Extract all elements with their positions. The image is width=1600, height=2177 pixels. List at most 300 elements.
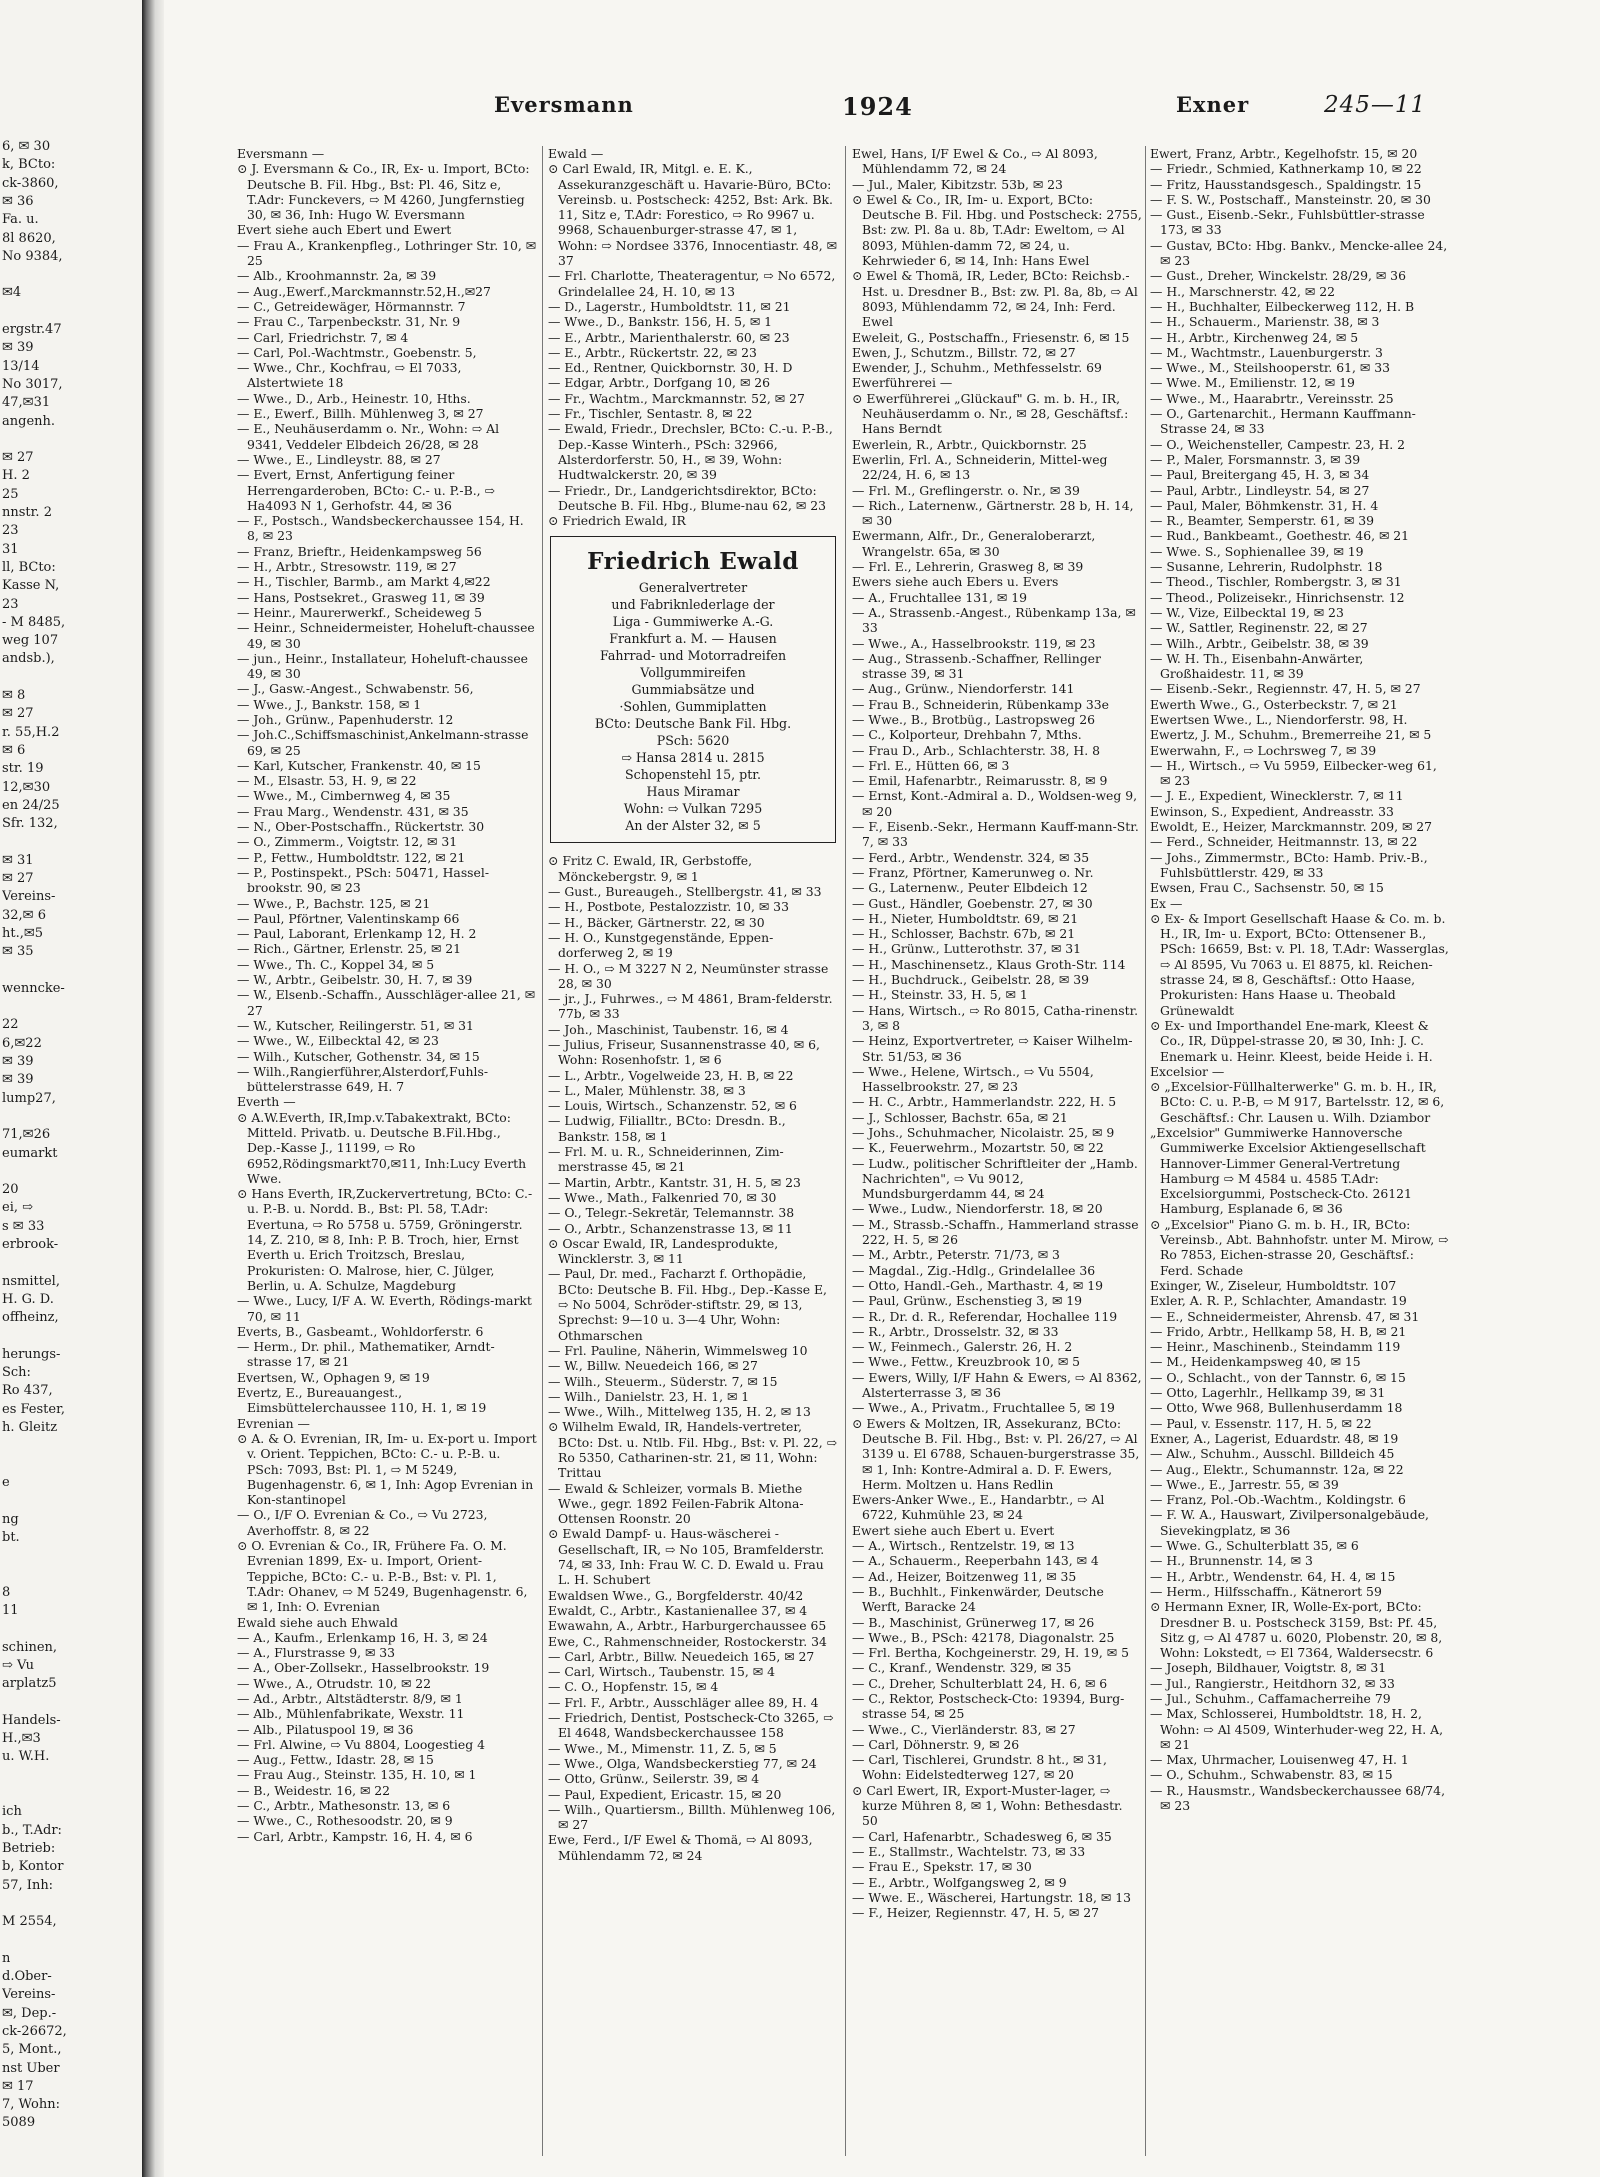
directory-entry: Ewe, C., Rahmenschneider, Rostockerstr. 34 [548, 1633, 827, 1649]
directory-entry: — H., Tischler, Barmb., am Markt 4,✉22 [237, 574, 491, 590]
directory-entry: — Ludw., politischer Schriftleiter der „Hamb. Nachrichten", ⇨ Vu 9012, Mundsburgerdamm 44, ✉ 24 [852, 1155, 1138, 1202]
directory-entry: — W., Vize, Eilbecktal 19, ✉ 23 [1150, 604, 1344, 620]
left-page-line: 22 [2, 1017, 19, 1033]
directory-entry: ⊙ Ex- & Import Gesellschaft Haase & Co. m. b. H., IR, Im- u. Export, BCto: Ottensener B., PSch: 16659, Bst: v. Pl. 18, T.Adr: Wasserglas, ⇨ Al 8595, Vu 7063 u. El 8875, kl. Reichen-strasse 24, ✉ 8, Geschäftsf.: Otto Haase, Prokuristen: Hans Haase u. Theobald Grünewaldt [1150, 910, 1449, 1018]
directory-entry: — A., Ober-Zollsekr., Hasselbrookstr. 19 [237, 1660, 490, 1676]
directory-entry: — Paul, Laborant, Erlenkamp 12, H. 2 [237, 926, 477, 942]
directory-entry: — Wilh., Quartiersm., Billth. Mühlenweg 106, ✉ 27 [548, 1801, 836, 1833]
directory-entry: — F. S. W., Postschaff., Mansteinstr. 20, ✉ 30 [1150, 191, 1431, 207]
directory-entry: — H., Buchdruck., Geibelstr. 28, ✉ 39 [852, 972, 1089, 988]
directory-entry: — Aug., Grünw., Niendorferstr. 141 [852, 681, 1075, 697]
directory-entry: — Alb., Mühlenfabrikate, Wexstr. 11 [237, 1706, 465, 1722]
directory-entry: Exler, A. R. P., Schlachter, Amandastr. 19 [1150, 1293, 1407, 1309]
left-page-line: Sfr. 132, [2, 816, 58, 832]
directory-entry: — Frau D., Arb., Schlachterstr. 38, H. 8 [852, 742, 1100, 758]
directory-entry: — O., I/F O. Evrenian & Co., ⇨ Vu 2723, Averhoffstr. 8, ✉ 22 [237, 1507, 488, 1538]
directory-entry: — M., Heidenkampsweg 40, ✉ 15 [1150, 1354, 1361, 1370]
left-page-line: offheinz, [2, 1310, 59, 1326]
left-page-line: Kasse N, [2, 578, 60, 594]
directory-entry: — Frido, Arbtr., Hellkamp 58, H. B, ✉ 21 [1150, 1323, 1407, 1339]
directory-entry: — A., Fruchtallee 131, ✉ 19 [852, 589, 1028, 605]
advertisement-line: Vollgummireifen [640, 665, 746, 681]
directory-entry: — Aug., Elektr., Schumannstr. 12a, ✉ 22 [1150, 1461, 1404, 1477]
directory-entry: — Heinr., Maschinenb., Steindamm 119 [1150, 1339, 1401, 1355]
advertisement-line: An der Alster 32, ✉ 5 [625, 818, 761, 834]
left-page-line: str. 19 [2, 761, 44, 777]
directory-entry: — E., Arbtr., Wolfgangsweg 2, ✉ 9 [852, 1874, 1067, 1890]
left-page-line: 6,✉22 [2, 1035, 42, 1051]
directory-entry: — Hans, Wirtsch., ⇨ Ro 8015, Catha-rinenstr. 3, ✉ 8 [852, 1002, 1139, 1033]
directory-entry: — G., Laternenw., Peuter Elbdeich 12 [852, 880, 1088, 896]
directory-entry: — D., Lagerstr., Humboldtstr. 11, ✉ 21 [548, 298, 791, 314]
directory-entry: — P., Maler, Forsmannstr. 3, ✉ 39 [1150, 451, 1361, 467]
directory-entry: — Franz, Brieftr., Heidenkampsweg 56 [237, 543, 482, 559]
directory-entry: — E., Schneidermeister, Ahrensb. 47, ✉ 31 [1150, 1308, 1420, 1324]
directory-entry: — Jul., Rangierstr., Heitdhorn 32, ✉ 33 [1150, 1675, 1395, 1691]
left-page-line: b, Kontor [2, 1859, 64, 1875]
directory-entry: — Frl. Alwine, ⇨ Vu 8804, Loogestieg 4 [237, 1736, 485, 1752]
directory-entry: — F., Heizer, Regiennstr. 47, H. 5, ✉ 27 [852, 1905, 1100, 1921]
directory-entry: — Wwe. M., Emilienstr. 12, ✉ 19 [1150, 375, 1355, 391]
left-page-line: en 24/25 [2, 797, 60, 813]
directory-entry: — Max, Schlosserei, Humboldtstr. 18, H. 2, Wohn: ⇨ Al 4509, Winterhuder-weg 22, H. A, ✉ 21 [1150, 1706, 1444, 1752]
left-page-line: nsmittel, [2, 1273, 60, 1289]
left-page-line: ck-26672, [2, 2023, 67, 2039]
directory-entry: ⊙ Ewers & Moltzen, IR, Assekuranz, BCto: Deutsche B. Fil. Hbg., Bst: v. Pl. 26/27, ⇨ Al 3139 u. El 6788, Schauen-burgerstrasse 35, ✉ 1, Inh: Kontre-Admiral a. D. F. Ewers, Herm. Moltzen u. Hans Redlin [852, 1415, 1140, 1492]
directory-entry: — Wwe., D., Arb., Heinestr. 10, Hths. [237, 390, 471, 406]
advertisement-box [550, 536, 836, 843]
directory-column-2 [548, 146, 838, 2166]
directory-entry: — Frau Marg., Wendenstr. 431, ✉ 35 [237, 803, 469, 819]
advertisement-line: Schopenstehl 15, ptr. [625, 767, 761, 783]
directory-entry: — Aug.,Ewerf.,Marckmannstr.52,H.,✉27 [237, 283, 491, 299]
directory-entry: Ewerwahn, F., ⇨ Lochrsweg 7, ✉ 39 [1150, 742, 1377, 758]
directory-entry: — Paul, Grünw., Eschenstieg 3, ✉ 19 [852, 1293, 1083, 1309]
directory-entry: — O., Zimmerm., Voigtstr. 12, ✉ 31 [237, 834, 458, 850]
directory-entry: — Wilh., Steuerm., Süderstr. 7, ✉ 15 [548, 1373, 778, 1389]
directory-entry: — Wwe. G., Schulterblatt 35, ✉ 6 [1150, 1538, 1359, 1554]
left-page-line: ✉ 27 [2, 706, 34, 722]
directory-entry: — Wwe., J., Bankstr. 158, ✉ 1 [237, 696, 422, 712]
left-page-line: ✉ 39 [2, 1054, 34, 1069]
directory-entry: — Aug., Strassenb.-Schaffner, Rellinger strasse 39, ✉ 31 [852, 650, 1101, 682]
directory-entry: — Wwe., Fettw., Kreuzbrook 10, ✉ 5 [852, 1354, 1081, 1370]
directory-entry: — W., Kutscher, Reilingerstr. 51, ✉ 31 [237, 1017, 474, 1033]
left-page-line: 20 [2, 1182, 19, 1198]
directory-entry: — M., Elsastr. 53, H. 9, ✉ 22 [237, 773, 417, 789]
left-page-line: ei, ⇨ [2, 1200, 34, 1216]
directory-entry: — Wwe., M., Cimbernweg 4, ✉ 35 [237, 788, 451, 804]
directory-entry: — Wwe., A., Hasselbrookstr. 119, ✉ 23 [852, 635, 1096, 651]
directory-entry: — N., Ober-Postschaffn., Rückertstr. 30 [237, 819, 485, 835]
surname-heading: Eversmann — [237, 146, 325, 161]
left-page-line: ✉ 27 [2, 871, 34, 886]
directory-entry: — B., Buchhlt., Finkenwärder, Deutsche Werft, Baracke 24 [852, 1583, 1104, 1615]
directory-entry: — Frl. M. u. R., Schneiderinnen, Zim-merstrasse 45, ✉ 21 [548, 1144, 784, 1175]
left-page-line: schinen, [2, 1639, 58, 1655]
directory-entry: — Jul., Maler, Kibitzstr. 53b, ✉ 23 [852, 176, 1063, 192]
left-page-line: 6, ✉ 30 [2, 139, 51, 154]
directory-entry: — Ewers, Willy, I/F Hahn & Ewers, ⇨ Al 8362, Alsterterrasse 3, ✉ 36 [852, 1369, 1142, 1401]
advertisement-line: Gummiabsätze und [631, 682, 755, 698]
surname-heading: Everth — [237, 1094, 296, 1110]
directory-entry: — Joh., Grünw., Papenhuderstr. 12 [237, 711, 454, 727]
directory-entry: ⊙ Wilhelm Ewald, IR, Handels-vertreter, BCto: Dst. u. Ntlb. Fil. Hbg., Bst: v. Pl. 22, ⇨ Ro 5350, Catharinen-str. 21, ✉ 11, Wohn: Trittau [548, 1419, 838, 1481]
directory-entry: Ewerlin, Frl. A., Schneiderin, Mittel-weg 22/24, H. 6, ✉ 13 [852, 451, 1108, 483]
directory-entry: Ewel, Hans, I/F Ewel & Co., ⇨ Al 8093, Mühlendamm 72, ✉ 24 [852, 146, 1098, 177]
directory-entry: — E., Neuhäuserdamm o. Nr., Wohn: ⇨ Al 9341, Veddeler Elbdeich 26/28, ✉ 28 [237, 421, 500, 452]
directory-entry: Excelsior — [1150, 1063, 1225, 1079]
directory-entry: — Ferd., Schneider, Heitmannstr. 13, ✉ 22 [1150, 834, 1418, 850]
directory-entry: — Wwe., W., Eilbecktal 42, ✉ 23 [237, 1033, 439, 1049]
left-page-line: angenh. [2, 413, 56, 429]
directory-entry: — Wwe., E., Jarrestr. 55, ✉ 39 [1150, 1476, 1339, 1492]
directory-entry: — Louis, Wirtsch., Schanzenstr. 52, ✉ 6 [548, 1098, 797, 1114]
directory-entry: Exinger, W., Ziseleur, Humboldtstr. 107 [1150, 1277, 1397, 1293]
directory-entry: — Paul, Pförtner, Valentinskamp 66 [237, 910, 460, 926]
directory-entry: — Rich., Gärtner, Erlenstr. 25, ✉ 21 [237, 941, 462, 957]
left-page-line: ✉ 36 [2, 193, 34, 209]
left-page-line: 5, Mont., [2, 2042, 62, 2058]
left-page-line: andsb.), [2, 651, 55, 667]
directory-entry: — Otto, Lagerhlr., Hellkamp 39, ✉ 31 [1150, 1385, 1386, 1401]
directory-entry: — Frl. M., Greflingerstr. o. Nr., ✉ 39 [852, 482, 1080, 498]
directory-entry: — H., Grünw., Lutterothstr. 37, ✉ 31 [852, 941, 1082, 957]
directory-entry: Everts, B., Gasbeamt., Wohldorferstr. 6 [237, 1323, 484, 1339]
directory-entry: — Wwe., M., Steilshooperstr. 61, ✉ 33 [1150, 360, 1391, 376]
left-page-line: b., T.Adr: [2, 1822, 62, 1838]
directory-entry: — H., Marschnerstr. 42, ✉ 22 [1150, 283, 1335, 299]
directory-entry: — F. W. A., Hauswart, Zivilpersonalgebäude, Sievekingplatz, ✉ 36 [1150, 1507, 1429, 1538]
directory-entry: — Wilh., Danielstr. 23, H. 1, ✉ 1 [548, 1388, 750, 1404]
left-page-line: M 2554, [2, 1914, 57, 1930]
left-page-line: k, BCto: [2, 157, 56, 173]
directory-entry: — A., Flurstrasse 9, ✉ 33 [237, 1645, 396, 1661]
directory-entry: — H. O., ⇨ M 3227 N 2, Neumünster strasse 28, ✉ 30 [548, 960, 829, 991]
advertisement-line: Generalvertreter [638, 580, 748, 596]
left-page-line: 25 [2, 486, 19, 502]
directory-entry: — C., Rektor, Postscheck-Cto: 19394, Burg-strasse 54, ✉ 25 [852, 1690, 1125, 1722]
left-page-line: ✉ 8 [2, 688, 26, 703]
directory-entry: — Carl, Friedrichstr. 7, ✉ 4 [237, 329, 409, 345]
directory-entry: — Frl. Bertha, Kochgeinerstr. 29, H. 19, ✉ 5 [852, 1645, 1129, 1661]
left-page-line: nst Uber [2, 2060, 60, 2076]
directory-entry: — Wwe., C., Vierländerstr. 83, ✉ 27 [852, 1721, 1076, 1737]
directory-entry: — E., Arbtr., Marienthalerstr. 60, ✉ 23 [548, 329, 790, 345]
left-page-line: 7, Wohn: [2, 2097, 60, 2113]
directory-entry: — Herm., Hilfsschaffn., Kätnerort 59 [1150, 1583, 1382, 1599]
directory-entry: — Alb., Pilatuspool 19, ✉ 36 [237, 1721, 414, 1737]
left-page-line: H. 2 [2, 468, 30, 484]
directory-entry: ⊙ Fritz C. Ewald, IR, Gerbstoffe, Mönckebergstr. 9, ✉ 1 [548, 853, 753, 884]
directory-entry: — Wwe., Wilh., Mittelweg 135, H. 2, ✉ 13 [548, 1404, 811, 1420]
directory-entry: ⊙ Friedrich Ewald, IR [548, 513, 686, 529]
directory-entry: — H., Arbtr., Stresowstr. 119, ✉ 27 [237, 559, 457, 575]
directory-entry: — Gust., Dreher, Winckelstr. 28/29, ✉ 36 [1150, 268, 1406, 284]
directory-entry: — Ewald, Friedr., Drechsler, BCto: C.-u. P.-B., Dep.-Kasse Winterh., PSch: 32966, Alsterdorferstr. 50, H., ✉ 39, Wohn: Hudtwalckerstr. 20, ✉ 39 [548, 421, 833, 483]
left-page-line: weg 107 [2, 633, 59, 649]
directory-column-1 [237, 146, 537, 2166]
directory-entry: — Joh.C.,Schiffsmaschinist,Ankelmann-strasse 69, ✉ 25 [237, 727, 529, 758]
directory-entry: — Karl, Kutscher, Frankenstr. 40, ✉ 15 [237, 757, 481, 773]
directory-entry: — M., Strassb.-Schaffn., Hammerland strasse 222, H. 5, ✉ 26 [852, 1216, 1139, 1248]
surname-heading: Ewald — [548, 146, 604, 161]
left-page-line: s ✉ 33 [2, 1218, 45, 1234]
directory-entry: — Franz, Pförtner, Kamerunweg o. Nr. [852, 864, 1094, 880]
directory-entry: — Frl. Charlotte, Theateragentur, ⇨ No 6572, Grindelallee 24, H. 10, ✉ 13 [548, 268, 836, 299]
directory-entry: — Fr., Wachtm., Marckmannstr. 52, ✉ 27 [548, 390, 805, 406]
directory-entry: — C., Dreher, Schulterblatt 24, H. 6, ✉ 6 [852, 1675, 1108, 1691]
left-page-line: ergstr.47 [2, 322, 62, 337]
left-page-line: - M 8485, [2, 614, 66, 630]
directory-entry: — Friedr., Schmied, Kathnerkamp 10, ✉ 22 [1150, 161, 1422, 177]
advertisement-title: Friedrich Ewald [587, 548, 799, 576]
directory-entry: — Carl, Wirtsch., Taubenstr. 15, ✉ 4 [548, 1664, 775, 1680]
directory-entry: Evert siehe auch Ebert und Ewert [237, 222, 452, 238]
left-page-line: herungs- [2, 1346, 61, 1362]
directory-entry: — F., Eisenb.-Sekr., Hermann Kauff-mann-Str. 7, ✉ 33 [852, 819, 1139, 850]
directory-entry: — H., Brunnenstr. 14, ✉ 3 [1150, 1553, 1313, 1569]
directory-entry: — C., Kranf., Wendenstr. 329, ✉ 35 [852, 1660, 1072, 1676]
advertisement-line: und Fabriknlederlage der [611, 597, 775, 613]
directory-entry: — Julius, Friseur, Susannenstrasse 40, ✉ 6, Wohn: Rosenhofstr. 1, ✉ 6 [548, 1036, 820, 1068]
directory-entry: — A., Strassenb.-Angest., Rübenkamp 13a, ✉ 33 [852, 604, 1136, 636]
directory-entry: — H., Postbote, Pestalozzistr. 10, ✉ 33 [548, 899, 789, 915]
column-rule [845, 146, 846, 2156]
left-page-line: Vereins- [2, 1987, 56, 2003]
left-page-line: ✉4 [2, 285, 22, 301]
directory-entry: — Paul, Dr. med., Facharzt f. Orthopädie, BCto: Deutsche B. Fil. Hbg., Dep.-Kasse E, ⇨ No 5004, Schröder-stiftstr. 29, ✉ 13, Sprechst: 9—10 u. 3—4 Uhr, Wohn: Othmarschen [548, 1266, 827, 1343]
left-page-line: 13/14 [2, 358, 40, 374]
directory-entry: — E., Ewerf., Billh. Mühlenweg 3, ✉ 27 [237, 406, 484, 422]
directory-entry: — Frau C., Tarpenbeckstr. 31, Nr. 9 [237, 314, 461, 330]
directory-entry: ⊙ „Excelsior-Füllhalterwerke" G. m. b. H., IR, BCto: C. u. P.-B, ⇨ M 917, Bartelsstr. 12, ✉ 6, Geschäftsf.: Chr. Lausen u. Wilh. Dziambor [1150, 1079, 1445, 1125]
left-page-line: ht.,✉5 [2, 925, 44, 941]
directory-entry: — Ad., Heizer, Boitzenweg 11, ✉ 35 [852, 1568, 1077, 1584]
directory-entry: — Franz, Pol.-Ob.-Wachtm., Koldingstr. 6 [1150, 1492, 1406, 1508]
directory-entry: — Wilh., Arbtr., Geibelstr. 38, ✉ 39 [1150, 635, 1369, 651]
left-page-line: ⇨ Vu [2, 1657, 34, 1673]
advertisement-line: Haus Miramar [646, 784, 740, 800]
directory-entry: — Wwe., A., Privatm., Fruchtallee 5, ✉ 19 [852, 1400, 1115, 1416]
left-page-line: ✉, Dep.- [2, 2005, 57, 2021]
directory-entry: — Paul, v. Essenstr. 117, H. 5, ✉ 22 [1150, 1415, 1372, 1431]
directory-entry: Ewert, Franz, Arbtr., Kegelhofstr. 15, ✉ 20 [1150, 146, 1418, 161]
directory-entry: — H. C., Arbtr., Hammerlandstr. 222, H. 5 [852, 1094, 1117, 1110]
directory-entry: — Otto, Handl.-Geh., Marthastr. 4, ✉ 19 [852, 1277, 1103, 1293]
directory-entry: — Jul., Schuhm., Caffamacherreihe 79 [1150, 1690, 1391, 1706]
directory-entry: — P., Postinspekt., PSch: 50471, Hassel-brookstr. 90, ✉ 23 [237, 864, 490, 896]
directory-entry: — Wwe., Helene, Wirtsch., ⇨ Vu 5504, Hasselbrookstr. 27, ✉ 23 [852, 1063, 1094, 1095]
directory-entry: — Frl. F., Arbtr., Ausschläger allee 89, H. 4 [548, 1694, 819, 1710]
directory-entry: — Paul, Breitergang 45, H. 3, ✉ 34 [1150, 467, 1370, 483]
directory-entry: — Wwe., M., Mimenstr. 11, Z. 5, ✉ 5 [548, 1740, 777, 1756]
left-page-line: H. G. D. [2, 1291, 54, 1307]
advertisement-line: BCto: Deutsche Bank Fil. Hbg. [594, 716, 792, 732]
directory-entry: — E., Arbtr., Rückertstr. 22, ✉ 23 [548, 344, 757, 360]
directory-entry: — Wwe., P., Bachstr. 125, ✉ 21 [237, 895, 431, 911]
advertisement-line: PSch: 5620 [656, 733, 730, 749]
directory-entry: Exner, A., Lagerist, Eduardstr. 48, ✉ 19 [1150, 1430, 1399, 1446]
directory-entry: — R., Hausmstr., Wandsbeckerchaussee 68/74, ✉ 23 [1150, 1782, 1446, 1814]
directory-entry: Ewald siehe auch Ehwald [237, 1614, 398, 1630]
directory-entry: — B., Maschinist, Grünerweg 17, ✉ 26 [852, 1614, 1095, 1630]
page-header [164, 92, 1594, 132]
directory-entry: — Theod., Polizeisekr., Hinrichsenstr. 12 [1150, 589, 1405, 605]
directory-entry: ⊙ A.W.Everth, IR,Imp.v.Tabakextrakt, BCto: Mitteld. Privatb. u. Deutsche B.Fil.Hbg., Dep.-Kasse J., 11199, ⇨ Ro 6952,Rödingsmarkt70,✉11, Inh:Lucy Everth Wwe. [237, 1109, 527, 1186]
left-page-line: H.,✉3 [2, 1731, 41, 1747]
directory-entry: Ewsen, Frau C., Sachsenstr. 50, ✉ 15 [1150, 880, 1384, 896]
directory-entry: — H., Wirtsch., ⇨ Vu 5959, Eilbecker-weg 61, ✉ 23 [1150, 757, 1437, 789]
left-page-line: 57, Inh: [2, 1877, 54, 1893]
directory-entry: — M., Wachtmstr., Lauenburgerstr. 3 [1150, 344, 1383, 360]
directory-entry: — Emil, Hafenarbtr., Reimarusstr. 8, ✉ 9 [852, 773, 1108, 789]
directory-entry: Ex — [1150, 895, 1183, 911]
directory-entry: — Paul, Arbtr., Lindleystr. 54, ✉ 27 [1150, 482, 1370, 498]
directory-entry: — Ludwig, Filialltr., BCto: Dresdn. B., Bankstr. 158, ✉ 1 [548, 1113, 786, 1144]
left-page-line: ✉ 27 [2, 450, 34, 466]
directory-entry: — H., Schauerm., Marienstr. 38, ✉ 3 [1150, 314, 1380, 330]
left-page-line: Sch: [2, 1365, 31, 1381]
directory-entry: — Aug., Fettw., Idastr. 28, ✉ 15 [237, 1752, 434, 1768]
directory-entry: — Fr., Tischler, Sentastr. 8, ✉ 22 [548, 406, 753, 422]
directory-entry: — Wilh.,Rangierführer,Alsterdorf,Fuhls-büttelerstrasse 649, H. 7 [237, 1063, 489, 1095]
directory-entry: — Ed., Rentner, Quickbornstr. 30, H. D [548, 360, 793, 376]
directory-entry: Evertsen, W., Ophagen 9, ✉ 19 [237, 1369, 430, 1385]
left-page-line: erbrook- [2, 1237, 59, 1252]
directory-entry: — J., Gasw.-Angest., Schwabenstr. 56, [237, 681, 474, 697]
left-page-line: ich [2, 1804, 22, 1820]
directory-entry: — W., Arbtr., Geibelstr. 30, H. 7, ✉ 39 [237, 972, 473, 988]
directory-entry: — B., Weidestr. 16, ✉ 22 [237, 1782, 391, 1798]
directory-entry: — Friedrich, Dentist, Postscheck-Cto 3265, ⇨ El 4648, Wandsbeckerchaussee 158 [548, 1710, 834, 1741]
directory-entry: — Carl, Tischlerei, Grundstr. 8 ht., ✉ 31, Wohn: Eidelstedterweg 127, ✉ 20 [852, 1752, 1107, 1783]
advertisement-line: Fahrrad- und Motorradreifen [599, 648, 787, 664]
directory-entry: — H., Steinstr. 33, H. 5, ✉ 1 [852, 987, 1028, 1003]
left-page-line: h. Gleitz [2, 1420, 58, 1435]
directory-entry: Ewe, Ferd., I/F Ewel & Thomä, ⇨ Al 8093, Mühlendamm 72, ✉ 24 [548, 1832, 813, 1863]
directory-entry: — H., Nieter, Humboldtstr. 69, ✉ 21 [852, 910, 1079, 926]
book-gutter [142, 0, 164, 2177]
directory-entry: — W. H. Th., Eisenbahn-Anwärter, Großhaidestr. 11, ✉ 39 [1150, 650, 1364, 682]
directory-entry: — Rich., Laternenw., Gärtnerstr. 28 b, H. 14, ✉ 30 [852, 497, 1134, 529]
advertisement-line: Frankfurt a. M. — Hausen [609, 631, 777, 647]
directory-entry: — O., Gartenarchit., Hermann Kauffmann-Strasse 24, ✉ 33 [1150, 406, 1416, 437]
directory-entry: Ewers siehe auch Ebers u. Evers [852, 574, 1059, 590]
left-page-line: 32,✉ 6 [2, 907, 46, 923]
directory-entry: — Wwe., C., Rothesoodstr. 20, ✉ 9 [237, 1813, 453, 1829]
directory-entry: — jun., Heinr., Installateur, Hoheluft-chaussee 49, ✉ 30 [237, 650, 528, 682]
directory-entry: — O., Schuhm., Schwabenstr. 83, ✉ 15 [1150, 1767, 1393, 1783]
directory-entry: — Wwe., B., PSch: 42178, Diagonalstr. 25 [852, 1629, 1115, 1645]
directory-entry: ⊙ „Excelsior" Piano G. m. b. H., IR, BCto: Vereinsb., Abt. Bahnhofstr. unter M. Mirow, ⇨ Ro 7853, Eichen-strasse 20, Geschäftsf.: Ferd. Schade [1150, 1216, 1449, 1278]
directory-entry: — Wwe., Th. C., Koppel 34, ✉ 5 [237, 956, 435, 972]
left-page-line: 11 [2, 1603, 19, 1618]
directory-entry: — Ad., Arbtr., Altstädterstr. 8/9, ✉ 1 [237, 1690, 463, 1706]
directory-entry: — Gust., Eisenb.-Sekr., Fuhlsbüttler-strasse 173, ✉ 33 [1150, 207, 1425, 238]
directory-entry: — Wwe., M., Haarabrtr., Vereinsstr. 25 [1150, 390, 1394, 406]
directory-entry: — W., Elsenb.-Schaffn., Ausschläger-allee 21, ✉ 27 [237, 987, 536, 1018]
running-head-left: Eversmann [494, 92, 634, 117]
directory-entry: — Hans, Postsekret., Grasweg 11, ✉ 39 [237, 589, 485, 605]
left-page-line: arplatz5 [2, 1676, 57, 1692]
left-page-line: n [2, 1950, 11, 1966]
directory-entry: — O., Schlacht., von der Tannstr. 6, ✉ 15 [1150, 1369, 1406, 1385]
directory-entry: — O., Arbtr., Schanzenstrasse 13, ✉ 11 [548, 1220, 793, 1236]
directory-entry: — Carl, Arbtr., Billw. Neuedeich 165, ✉ 27 [548, 1648, 815, 1664]
left-page-line: ng [2, 1511, 19, 1527]
directory-entry: ⊙ Carl Ewald, IR, Mitgl. e. E. K., Assekuranzgeschäft u. Havarie-Büro, BCto: Vereinsb. u. Postscheck: 4252, Bst: Ark. Bk. 11, Sitz e, T.Adr: Forestico, ⇨ Ro 9967 u. 9968, Schauenburger-strasse 47, ✉ 1, Wohn: ⇨ Nordsee 3376, Innocentiastr. 48, ✉ 37 [548, 161, 837, 269]
left-page-line: 71,✉26 [2, 1127, 51, 1143]
left-page-line: ✉ 39 [2, 340, 34, 356]
directory-entry: — Max, Uhrmacher, Louisenweg 47, H. 1 [1150, 1752, 1409, 1768]
left-page-line: Fa. u. [2, 212, 39, 228]
left-page-line: No 9384, [2, 248, 63, 264]
directory-entry: — Wwe., B., Brotbüg., Lastropsweg 26 [852, 711, 1096, 727]
advertisement-line: Liga - Gummiwerke A.-G. [612, 614, 774, 630]
directory-entry: ⊙ Ewel & Thomä, IR, Leder, BCto: Reichsb.-Hst. u. Dresdner B., Bst: zw. Pl. 8a, 8b, ⇨ Al 8093, Mühlendamm 72, ✉ 24, Inh: Ferd. Ewel [852, 268, 1138, 330]
directory-entry: — O., Weichensteller, Campestr. 23, H. 2 [1150, 436, 1406, 452]
directory-entry: — J. E., Expedient, Winecklerstr. 7, ✉ 11 [1150, 788, 1404, 804]
directory-entry: — Eisenb.-Sekr., Regiennstr. 47, H. 5, ✉ 27 [1150, 681, 1421, 697]
directory-entry: — W., Billw. Neuedeich 166, ✉ 27 [548, 1358, 758, 1374]
directory-entry: — Frl. E., Lehrerin, Grasweg 8, ✉ 39 [852, 559, 1084, 575]
directory-entry: — A., Wirtsch., Rentzelstr. 19, ✉ 13 [852, 1538, 1075, 1554]
directory-entry: — Heinr., Maurerwerkf., Scheideweg 5 [237, 604, 483, 620]
directory-entry: — C., Arbtr., Mathesonstr. 13, ✉ 6 [237, 1798, 451, 1814]
directory-entry: — C., Kolporteur, Drehbahn 7, Mths. [852, 727, 1082, 743]
directory-entry: „Excelsior" Gummiwerke Hannoversche Gummiwerke Excelsior Aktiengesellschaft Hannover-Limmer General-Vertretung Hamburg ⇨ M 4584 u. 4585 T.Adr: Excelsiorgummi, Postscheck-Cto. 26121 Hamburg, Esplanade 6, ✉ 36 [1150, 1125, 1426, 1217]
directory-entry: — Wwe., Ludw., Niendorferstr. 18, ✉ 20 [852, 1201, 1103, 1217]
directory-entry: — Johs., Zimmermstr., BCto: Hamb. Priv.-B., Fuhlsbüttlerstr. 429, ✉ 33 [1150, 849, 1428, 880]
directory-entry: — Frau Aug., Steinstr. 135, H. 10, ✉ 1 [237, 1767, 477, 1783]
directory-entry: — H., Arbtr., Wendenstr. 64, H. 4, ✉ 15 [1150, 1568, 1396, 1584]
directory-entry: — H., Buchhalter, Eilbeckerweg 112, H. B [1150, 298, 1415, 314]
directory-entry: — Edgar, Arbtr., Dorfgang 10, ✉ 26 [548, 375, 771, 391]
directory-entry: Ewertsen Wwe., L., Niendorferstr. 98, H. [1150, 711, 1408, 727]
directory-entry: — Joseph, Bildhauer, Voigtstr. 8, ✉ 31 [1150, 1660, 1387, 1676]
directory-entry: — Wwe., Lucy, I/F A. W. Everth, Rödings-markt 70, ✉ 11 [237, 1293, 532, 1324]
directory-entry: — A., Schauerm., Reeperbahn 143, ✉ 4 [852, 1553, 1099, 1569]
advertisement-line: Wohn: ⇨ Vulkan 7295 [623, 801, 763, 817]
directory-entry: — Wwe. S., Sophienallee 39, ✉ 19 [1150, 543, 1364, 559]
left-page-line: ✉ 31 [2, 852, 34, 868]
directory-entry: — P., Fettw., Humboldtstr. 122, ✉ 21 [237, 849, 466, 865]
left-page-line: e [2, 1474, 10, 1490]
directory-entry: — Alb., Kroohmannstr. 2a, ✉ 39 [237, 268, 437, 284]
directory-entry: — Otto, Grünw., Seilerstr. 39, ✉ 4 [548, 1771, 760, 1787]
directory-entry: — Frau A., Krankenpfleg., Lothringer Str. 10, ✉ 25 [237, 237, 537, 269]
left-page-line: ll, BCto: [2, 559, 56, 575]
directory-entry: ⊙ Hans Everth, IR,Zuckervertretung, BCto: C.- u. P.-B. u. Nordd. B., Bst: Pl. 58, T.Adr: Evertuna, ⇨ Ro 5758 u. 5759, Gröningerstr. 14, Z. 210, ✉ 8, Inh: P. B. Troch, hier, Ernst Everth u. Erich Troitzsch, Breslau, Prokuristen: O. Malrose, hier, C. Jülger, Berlin, u. A. Schulze, Magdeburg [237, 1186, 533, 1293]
directory-entry: ⊙ Ewerführerei „Glückauf" G. m. b. H., IR, Neuhäuserdamm o. Nr., ✉ 28, Geschäftsf.: Hans Berndt [852, 390, 1129, 437]
left-page-line: bt. [2, 1529, 20, 1545]
directory-entry: Ewender, J., Schuhm., Methfesselstr. 69 [852, 360, 1102, 376]
left-page-fragment [0, 0, 142, 2177]
directory-entry: Evertz, E., Bureauangest., Eimsbüttelerchaussee 110, H. 1, ✉ 19 [237, 1385, 487, 1416]
directory-entry: — H. O., Kunstgegenstände, Eppen-dorferweg 2, ✉ 19 [548, 929, 774, 961]
directory-entry: Ewerlein, R., Arbtr., Quickbornstr. 25 [852, 436, 1087, 452]
directory-entry: Ewawahn, A., Arbtr., Harburgerchaussee 65 [548, 1618, 827, 1634]
left-page-line: Ro 437, [2, 1383, 53, 1399]
directory-entry: — W., Sattler, Reginenstr. 22, ✉ 27 [1150, 620, 1368, 636]
left-page-line: ✉ 17 [2, 2078, 34, 2094]
directory-entry: — Wwe., Math., Falkenried 70, ✉ 30 [548, 1189, 777, 1205]
directory-entry: — Susanne, Lehrerin, Rudolphstr. 18 [1150, 559, 1383, 575]
directory-entry: ⊙ J. Eversmann & Co., IR, Ex- u. Import, BCto: Deutsche B. Fil. Hbg., Bst: Pl. 46, Sitz e, T.Adr: Funckevers, ⇨ M 4260, Jungfernstieg 30, ✉ 36, Inh: Hugo W. Eversmann [237, 161, 530, 223]
directory-entry: — R., Dr. d. R., Referendar, Hochallee 119 [852, 1308, 1118, 1324]
directory-entry: — Magdal., Zig.-Hdlg., Grindelallee 36 [852, 1262, 1096, 1278]
